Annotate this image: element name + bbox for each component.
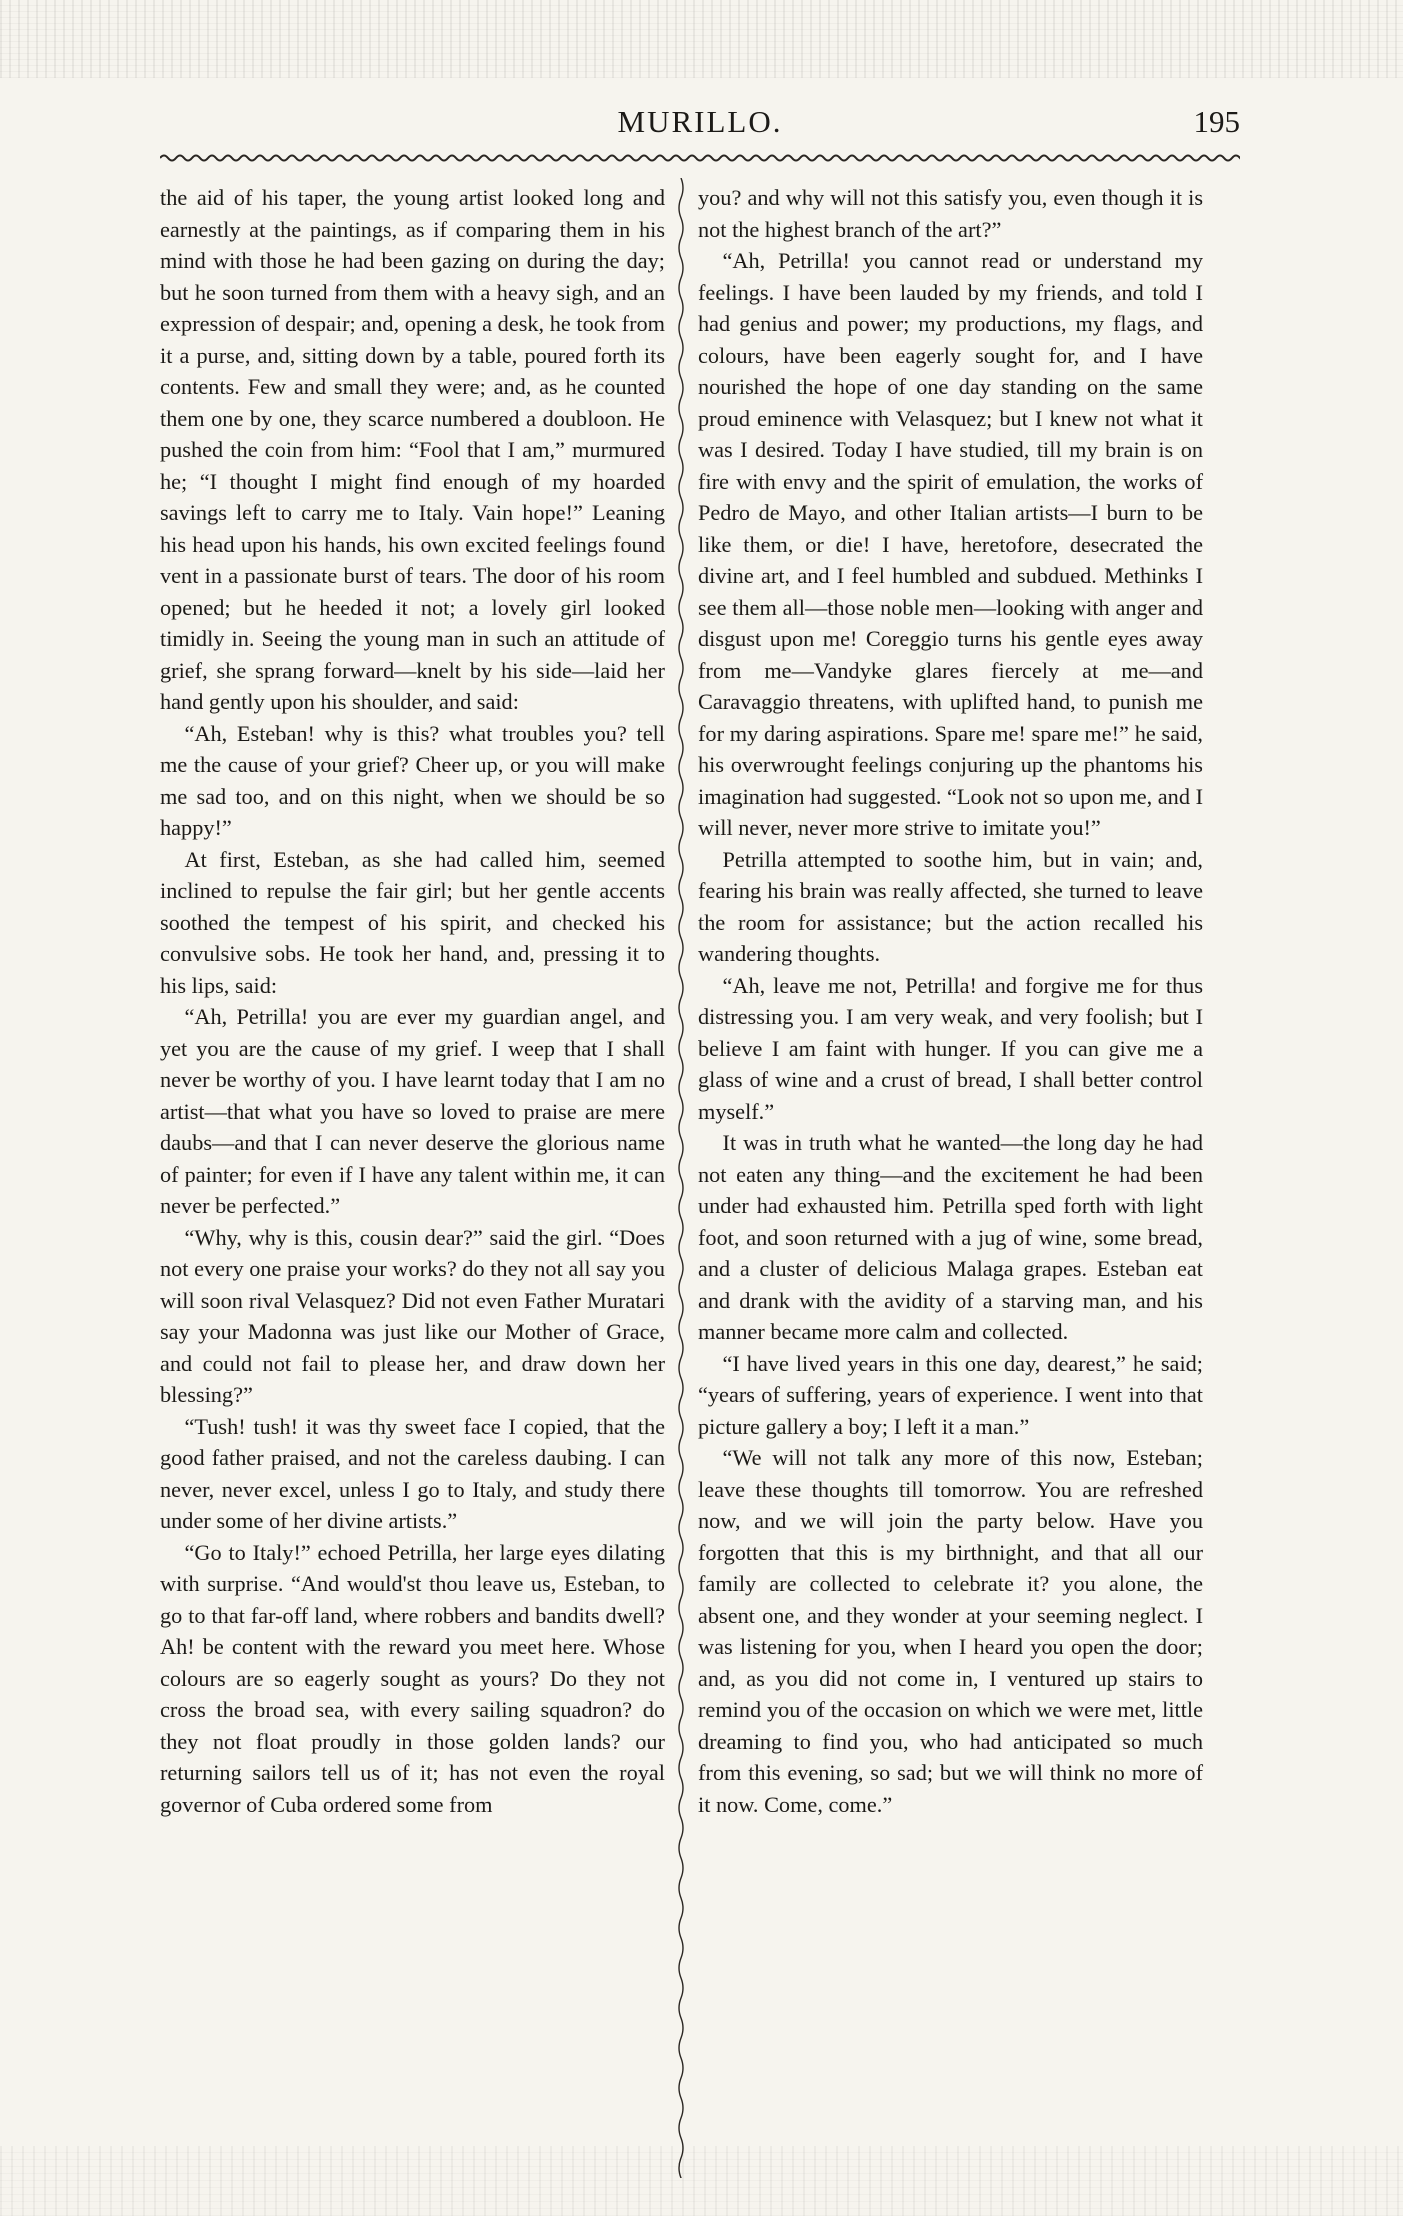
scan-noise-bottom (0, 2146, 1403, 2216)
paragraph: the aid of his taper, the young artist looked long and earnestly at the paintings, as if comparing them in his mind with those he had been gazing on during the day; but he soon turned from them with a heavy sigh, and an expression of despair; and, opening a desk, he took from it a purse, and, sitting down by a table, poured forth its contents. Few and small they were; and, as he counted them one by one, they scarce numbered a doubloon. He pushed the coin from him: “Fool that I am,” murmured he; “I thought I might find enough of my hoarded savings left to carry me to Italy. Vain hope!” Leaning his head upon his hands, his own excited feelings found vent in a passionate burst of tears. The door of his room opened; but he heeded it not; a lovely girl looked timidly in. Seeing the young man in such an attitude of grief, she sprang forward—knelt by his side—laid her hand gently upon his shoulder, and said: (160, 185, 665, 714)
paragraph: you? and why will not this satisfy you, even though it is not the highest branch of the art?” (698, 185, 1203, 242)
paragraph: “Ah, Petrilla! you are ever my guardian angel, and yet you are the cause of my grief. I weep that I shall never be worthy of you. I have learnt today that I am no artist—that what you have so loved to praise are mere daubs—and that I can never deserve the glorious name of painter; for even if I have any talent within me, it can never be perfected.” (160, 1004, 665, 1218)
paragraph: “Ah, leave me not, Petrilla! and forgive me for thus distressing you. I am very weak, and very foolish; but I believe I am faint with hunger. If you can give me a glass of wine and a crust of bread, I shall better control myself.” (698, 972, 1203, 1124)
paragraph: At first, Esteban, as she had called him, seemed inclined to repulse the fair girl; but her gentle accents soothed the tempest of his spirit, and checked his convulsive sobs. He took her hand, and, pressing it to his lips, said: (160, 846, 665, 998)
header-rule (160, 152, 1240, 164)
paragraph: “Tush! tush! it was thy sweet face I copied, that the good father praised, and not the careless daubing. I can never, never excel, unless I go to Italy, and study there under some of her divine artists.” (160, 1413, 665, 1533)
paragraph: “Ah, Petrilla! you cannot read or understand my feelings. I have been lauded by my friends, and told I had genius and power; my productions, my flags, and colours, have been eagerly sought for, and I have nourished the hope of one day standing on the same proud eminence with Velasquez; but I knew not what it was I desired. Today I have studied, till my brain is on fire with envy and the spirit of emulation, the works of Pedro de Mayo, and other Italian artists—I burn to be like them, or die! I have, heretofore, desecrated the divine art, and I feel humbled and subdued. Methinks I see them all—those noble men—looking with anger and disgust upon me! Coreggio turns his gentle eyes away from me—Vandyke glares fiercely at me—and Caravaggio threatens, with uplifted hand, to punish me for my daring aspirations. Spare me! spare me!” he said, his overwrought feelings conjuring up the phantoms his imagination had suggested. “Look not so upon me, and I will never, never more strive to imitate you!” (698, 248, 1203, 840)
paragraph: “Why, why is this, cousin dear?” said the girl. “Does not every one praise your works? do they not all say you will soon rival Velasquez? Did not even Father Muratari say your Madonna was just like our Mother of Grace, and could not fail to please her, and draw down her blessing?” (160, 1224, 665, 1407)
paragraph: Petrilla attempted to soothe him, but in vain; and, fearing his brain was really affected, she turned to leave the room for assistance; but the action recalled his wandering thoughts. (698, 846, 1203, 966)
page-header (160, 98, 1240, 148)
running-title: MURILLO. (617, 104, 783, 139)
column-divider (676, 178, 686, 2178)
paragraph: “I have lived years in this one day, dearest,” he said; “years of suffering, years of experience. I went into that picture gallery a boy; I left it a man.” (698, 1350, 1203, 1439)
paragraph: “We will not talk any more of this now, Esteban; leave these thoughts till tomorrow. You are refreshed now, and we will join the party below. Have you forgotten that this is my birthnight, and that all our family are collected to celebrate it? you alone, the absent one, and they wonder at your seeming neglect. I was listening for you, when I heard you open the door; and, as you did not come in, I ventured up stairs to remind you of the occasion on which we were met, little dreaming to find you, who had anticipated so much from this evening, so sad; but we will think no more of it now. Come, come.” (698, 1445, 1203, 1817)
text-column-left (160, 182, 665, 1820)
paragraph: “Go to Italy!” echoed Petrilla, her large eyes dilating with surprise. “And would'st thou leave us, Esteban, to go to that far-off land, where robbers and bandits dwell? Ah! be content with the reward you meet here. Whose colours are so eagerly sought as yours? Do they not cross the broad sea, with every sailing squadron? do they not float proudly in those golden lands? our returning sailors tell us of it; has not even the royal governor of Cuba ordered some from (160, 1539, 665, 1817)
page-number: 195 (1193, 104, 1240, 139)
scan-noise-top (0, 0, 1403, 78)
paragraph: “Ah, Esteban! why is this? what troubles you? tell me the cause of your grief? Cheer up, or you will make me sad too, and on this night, when we should be so happy!” (160, 720, 665, 840)
text-column-right (698, 182, 1203, 1820)
paragraph: It was in truth what he wanted—the long day he had not eaten any thing—and the excitement he had been under had exhausted him. Petrilla sped forth with light foot, and soon returned with a jug of wine, some bread, and a cluster of delicious Malaga grapes. Esteban eat and drank with the avidity of a starving man, and his manner became more calm and collected. (698, 1130, 1203, 1344)
